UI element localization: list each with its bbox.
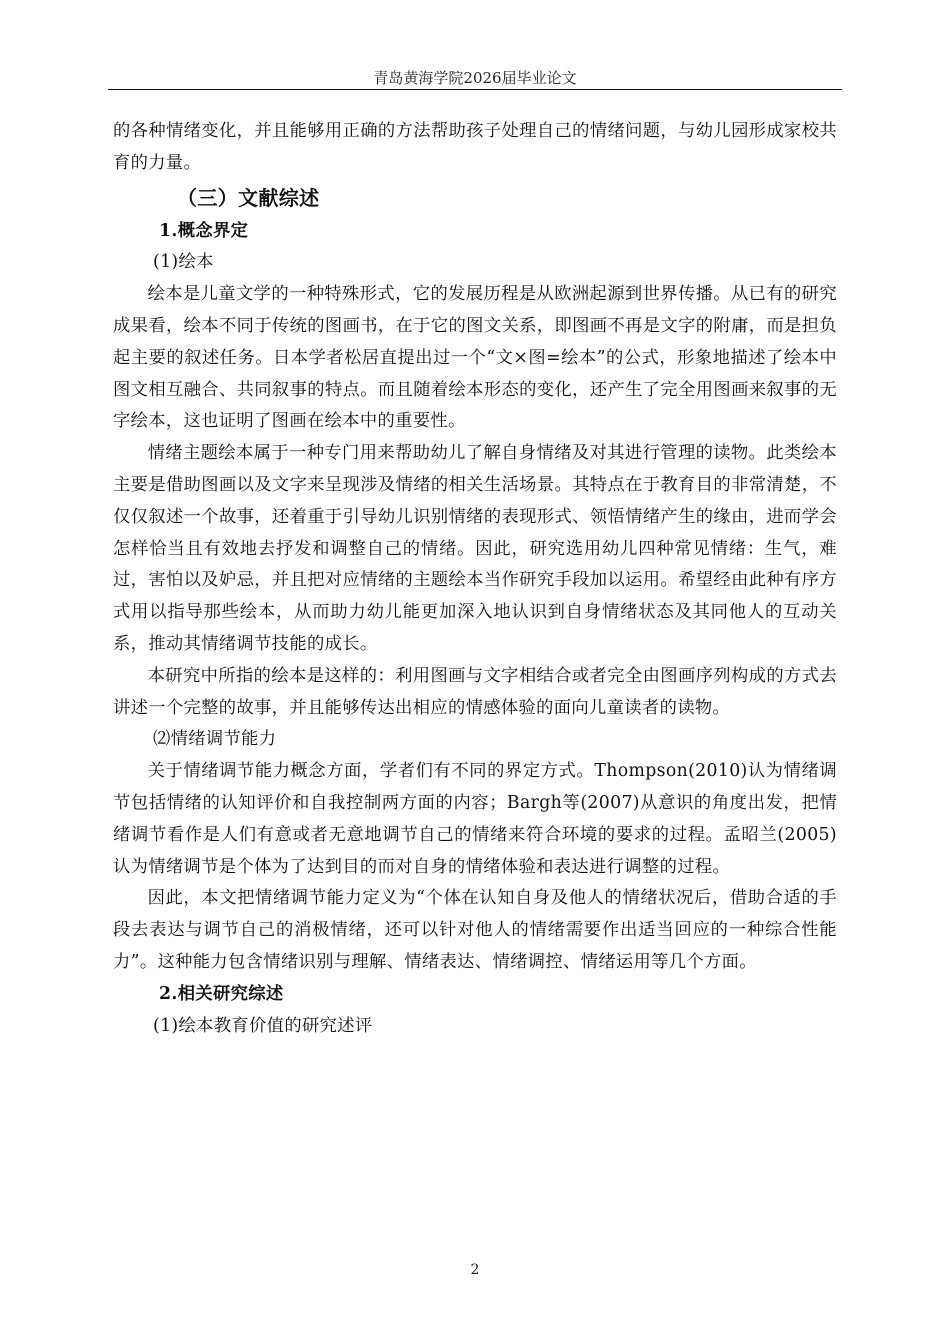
page-body: [113, 116, 837, 1042]
paragraph-scholar-definitions: 关于情绪调节能力概念方面，学者们有不同的界定方式。Thompson(2010)认为情绪调节包括情绪的认知评价和自我控制两方面的内容；Bargh等(2007)从意识的角度出发，把情绪调节看作是人们有意或者无意地调节自己的情绪来符合环境的要求的过程。孟昭兰(2005)认为情绪调节是个体为了达到目的而对自身的情绪体验和表达进行调整的过程。: [113, 761, 837, 877]
paragraph-operational-definition: 因此，本文把情绪调节能力定义为“个体在认知自身及他人的情绪状况后，借助合适的手段去表达与调节自己的消极情绪，还可以针对他人的情绪需要作出适当回应的一种综合性能力”。这种能力包含情绪识别与理解、情绪表达、情绪调控、情绪运用等几个方面。: [113, 888, 837, 972]
item-heading-picture-book: (1)绘本: [153, 252, 214, 273]
continued-paragraph: 的各种情绪变化，并且能够用正确的方法帮助孩子处理自己的情绪问题，与幼儿园形成家校共育的力量。: [113, 121, 837, 173]
running-header: 青岛黄海学院2026届毕业论文: [373, 69, 577, 87]
paragraph-study-definition: 本研究中所指的绘本是这样的：利用图画与文字相结合或者完全由图画序列构成的方式去讲述一个完整的故事，并且能够传达出相应的情感体验的面向儿童读者的读物。: [113, 665, 837, 718]
item-heading-educational-value: (1)绘本教育价值的研究述评: [153, 1015, 373, 1036]
subsection-heading-related-research: 2.相关研究综述: [159, 983, 284, 1004]
header-divider: [108, 89, 842, 90]
paragraph-emotion-theme-books: 情绪主题绘本属于一种专门用来帮助幼儿了解自身情绪及对其进行管理的读物。此类绘本主要是借助图画以及文字来呈现涉及情绪的相关生活场景。其特点在于教育目的非常清楚，不仅仅叙述一个故事，还着重于引导幼儿识别情绪的表现形式、领悟情绪产生的缘由，进而学会怎样恰当且有效地去抒发和调整自己的情绪。因此，研究选用幼儿四种常见情绪：生气，难过，害怕以及妒忌，并且把对应情绪的主题绘本当作研究手段加以运用。希望经由此种有序方式用以指导那些绘本，从而助力幼儿能更加深入地认识到自身情绪状态及其同他人的互动关系，推动其情绪调节技能的成长。: [113, 443, 837, 654]
paragraph-picture-book-definition: 绘本是儿童文学的一种特殊形式，它的发展历程是从欧洲起源到世界传播。从已有的研究成果看，绘本不同于传统的图画书，在于它的图文关系，即图画不再是文字的附庸，而是担负起主要的叙述任务。日本学者松居直提出过一个“文×图=绘本”的公式，形象地描述了绘本中图文相互融合、共同叙事的特点。而且随着绘本形态的变化，还产生了完全用图画来叙事的无字绘本，这也证明了图画在绘本中的重要性。: [113, 284, 837, 432]
section-heading-literature-review: （三）文献综述: [177, 185, 320, 210]
item-heading-emotion-regulation: ⑵情绪调节能力: [153, 729, 277, 750]
page-number: 2: [470, 1262, 480, 1278]
subsection-heading-concepts: 1.概念界定: [159, 220, 249, 241]
